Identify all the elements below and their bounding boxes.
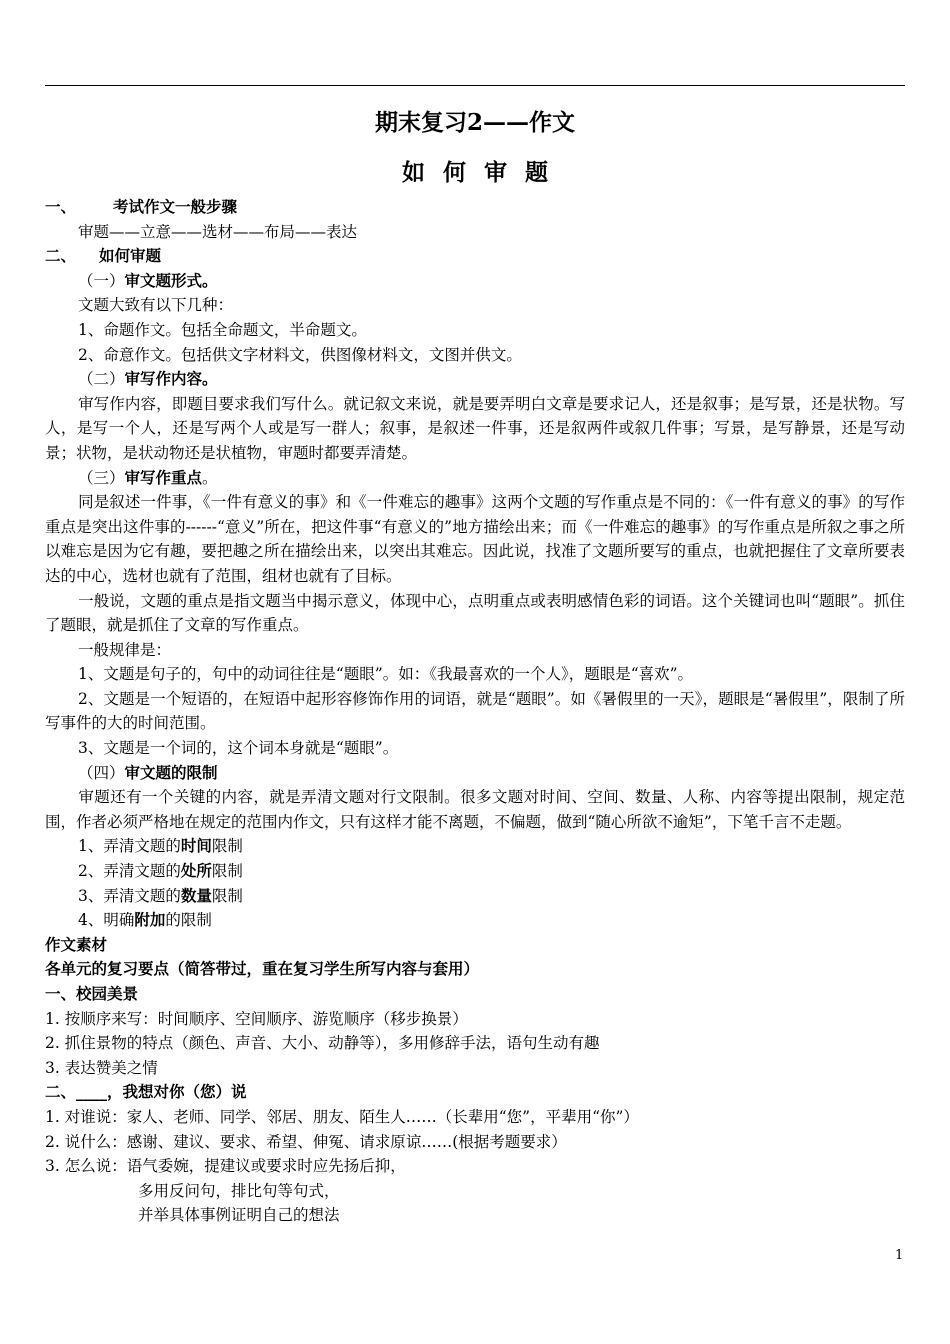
subsection-1-item-2: 2、命意作文。包括供文字材料文，供图像材料文，文图并供文。 [78,345,522,364]
unit-1-point-1: 1. 按顺序来写：时间顺序、空间顺序、游览顺序（移步换景） [45,1009,468,1028]
header-rule [45,85,905,86]
subsection-3-rule-2: 2、文题是一个短语的，在短语中起形容修饰作用的词语，就是“题眼”。如《暑假里的一天》，题眼是“暑假里”，限制了所写事件的大的时间范围。 [45,689,905,733]
subsection-3-rule-1: 1、文题是句子的，句中的动词往往是“题眼”。如：《我最喜欢的一个人》，题眼是“喜欢”。 [78,665,694,684]
material-heading: 作文素材 [45,934,108,954]
page-number: 1 [895,1248,904,1263]
subsection-3-rule-3: 3、文题是一个词的，这个词本身就是“题眼”。 [78,739,399,758]
limit-item-additional: 4、明确附加的限制 [78,910,212,930]
limit-item-time: 1、弄清文题的时间限制 [78,836,243,856]
document-subtitle: 如何审题 [402,159,566,186]
section-1-steps: 审题——立意——选材——布局——表达 [78,222,358,241]
subsection-2-heading: （二）审写作内容。 [78,369,218,389]
subsection-3-rule-intro: 一般规律是： [78,640,172,659]
unit-2-point-2: 2. 说什么：感谢、建议、要求、希望、伸冤、请求原谅……(根据考题要求） [45,1132,567,1151]
unit-2-point-4: 多用反问句，排比句等句式， [138,1181,340,1200]
unit-2-heading: 二、____，我想对你（您）说 [45,1082,247,1102]
section-2-heading: 二、 如何审题 [45,246,162,266]
subsection-1-heading: （一）审文题形式。 [78,270,218,290]
unit-1-heading: 一、校园美景 [45,984,139,1003]
section-1-heading: 一、 考试作文一般步骤 [45,197,238,216]
subsection-2-paragraph: 审写作内容，即题目要求我们写什么。就记叙文来说，就是要弄明白文章是要求记人，还是叙事；是写景，还是状物。写人，是写一个人，还是写两个人或是写一群人；叙事，是叙述一件事，还是叙两件或叙几件事；写景，是写静景，还是写动景；状物，是状动物还是状植物，审题时都要弄清楚。 [45,394,905,462]
review-heading: 各单元的复习要点（简答带过，重在复习学生所写内容与套用） [45,959,480,979]
unit-2-point-5: 并举具体事例证明自己的想法 [138,1206,340,1225]
subsection-1-intro: 文题大致有以下几种： [78,296,234,315]
subsection-3-paragraph-1: 同是叙述一件事，《一件有意义的事》和《一件难忘的趣事》这两个文题的写作重点是不同的：《一件有意义的事》的写作重点是突出这件事的------“意义”所在，把这件事“有意义的”地方描绘出来；而《一件难忘的趣事》的写作重点是所叙之事之所以难忘是因为它有趣，要把趣之所在描绘出来，以突出其难忘。因此说，找准了文题所要写的重点，也就把握住了文章所要表达的中心，选材也就有了范围，组材也就有了目标。 [45,493,905,585]
subsection-4-heading: （四）审文题的限制 [78,762,218,782]
unit-1-point-2: 2. 抓住景物的特点（颜色、声音、大小、动静等），多用修辞手法，语句生动有趣 [45,1034,600,1053]
document-body [45,195,905,1228]
unit-1-point-3: 3. 表达赞美之情 [45,1058,158,1077]
unit-2-point-3: 3. 怎么说：语气委婉，提建议或要求时应先扬后抑， [45,1157,406,1176]
subsection-4-paragraph: 审题还有一个关键的内容，就是弄清文题对行文限制。很多文题对时间、空间、数量、人称、内容等提出限制，规定范围，作者必须严格地在规定的范围内作文，只有这样才能不离题，不偏题，做到“随心所欲不逾矩”，下笔千言不走题。 [45,788,905,831]
limit-item-quantity: 3、弄清文题的数量限制 [78,885,243,905]
subsection-3-paragraph-2: 一般说，文题的重点是指文题当中揭示意义，体现中心，点明重点或表明感情色彩的词语。这个关键词也叫“题眼”。抓住了题眼，就是抓住了文章的写作重点。 [45,591,905,635]
limit-item-place: 2、弄清文题的处所限制 [78,861,243,881]
subsection-1-item-1: 1、命题作文。包括全命题文，半命题文。 [78,320,367,339]
subsection-3-heading: （三）审写作重点。 [78,467,218,487]
unit-2-point-1: 1. 对谁说：家人、老师、同学、邻居、朋友、陌生人……（长辈用“您”，平辈用“你”） [45,1107,639,1126]
document-title: 期末复习2——作文 [374,109,575,136]
